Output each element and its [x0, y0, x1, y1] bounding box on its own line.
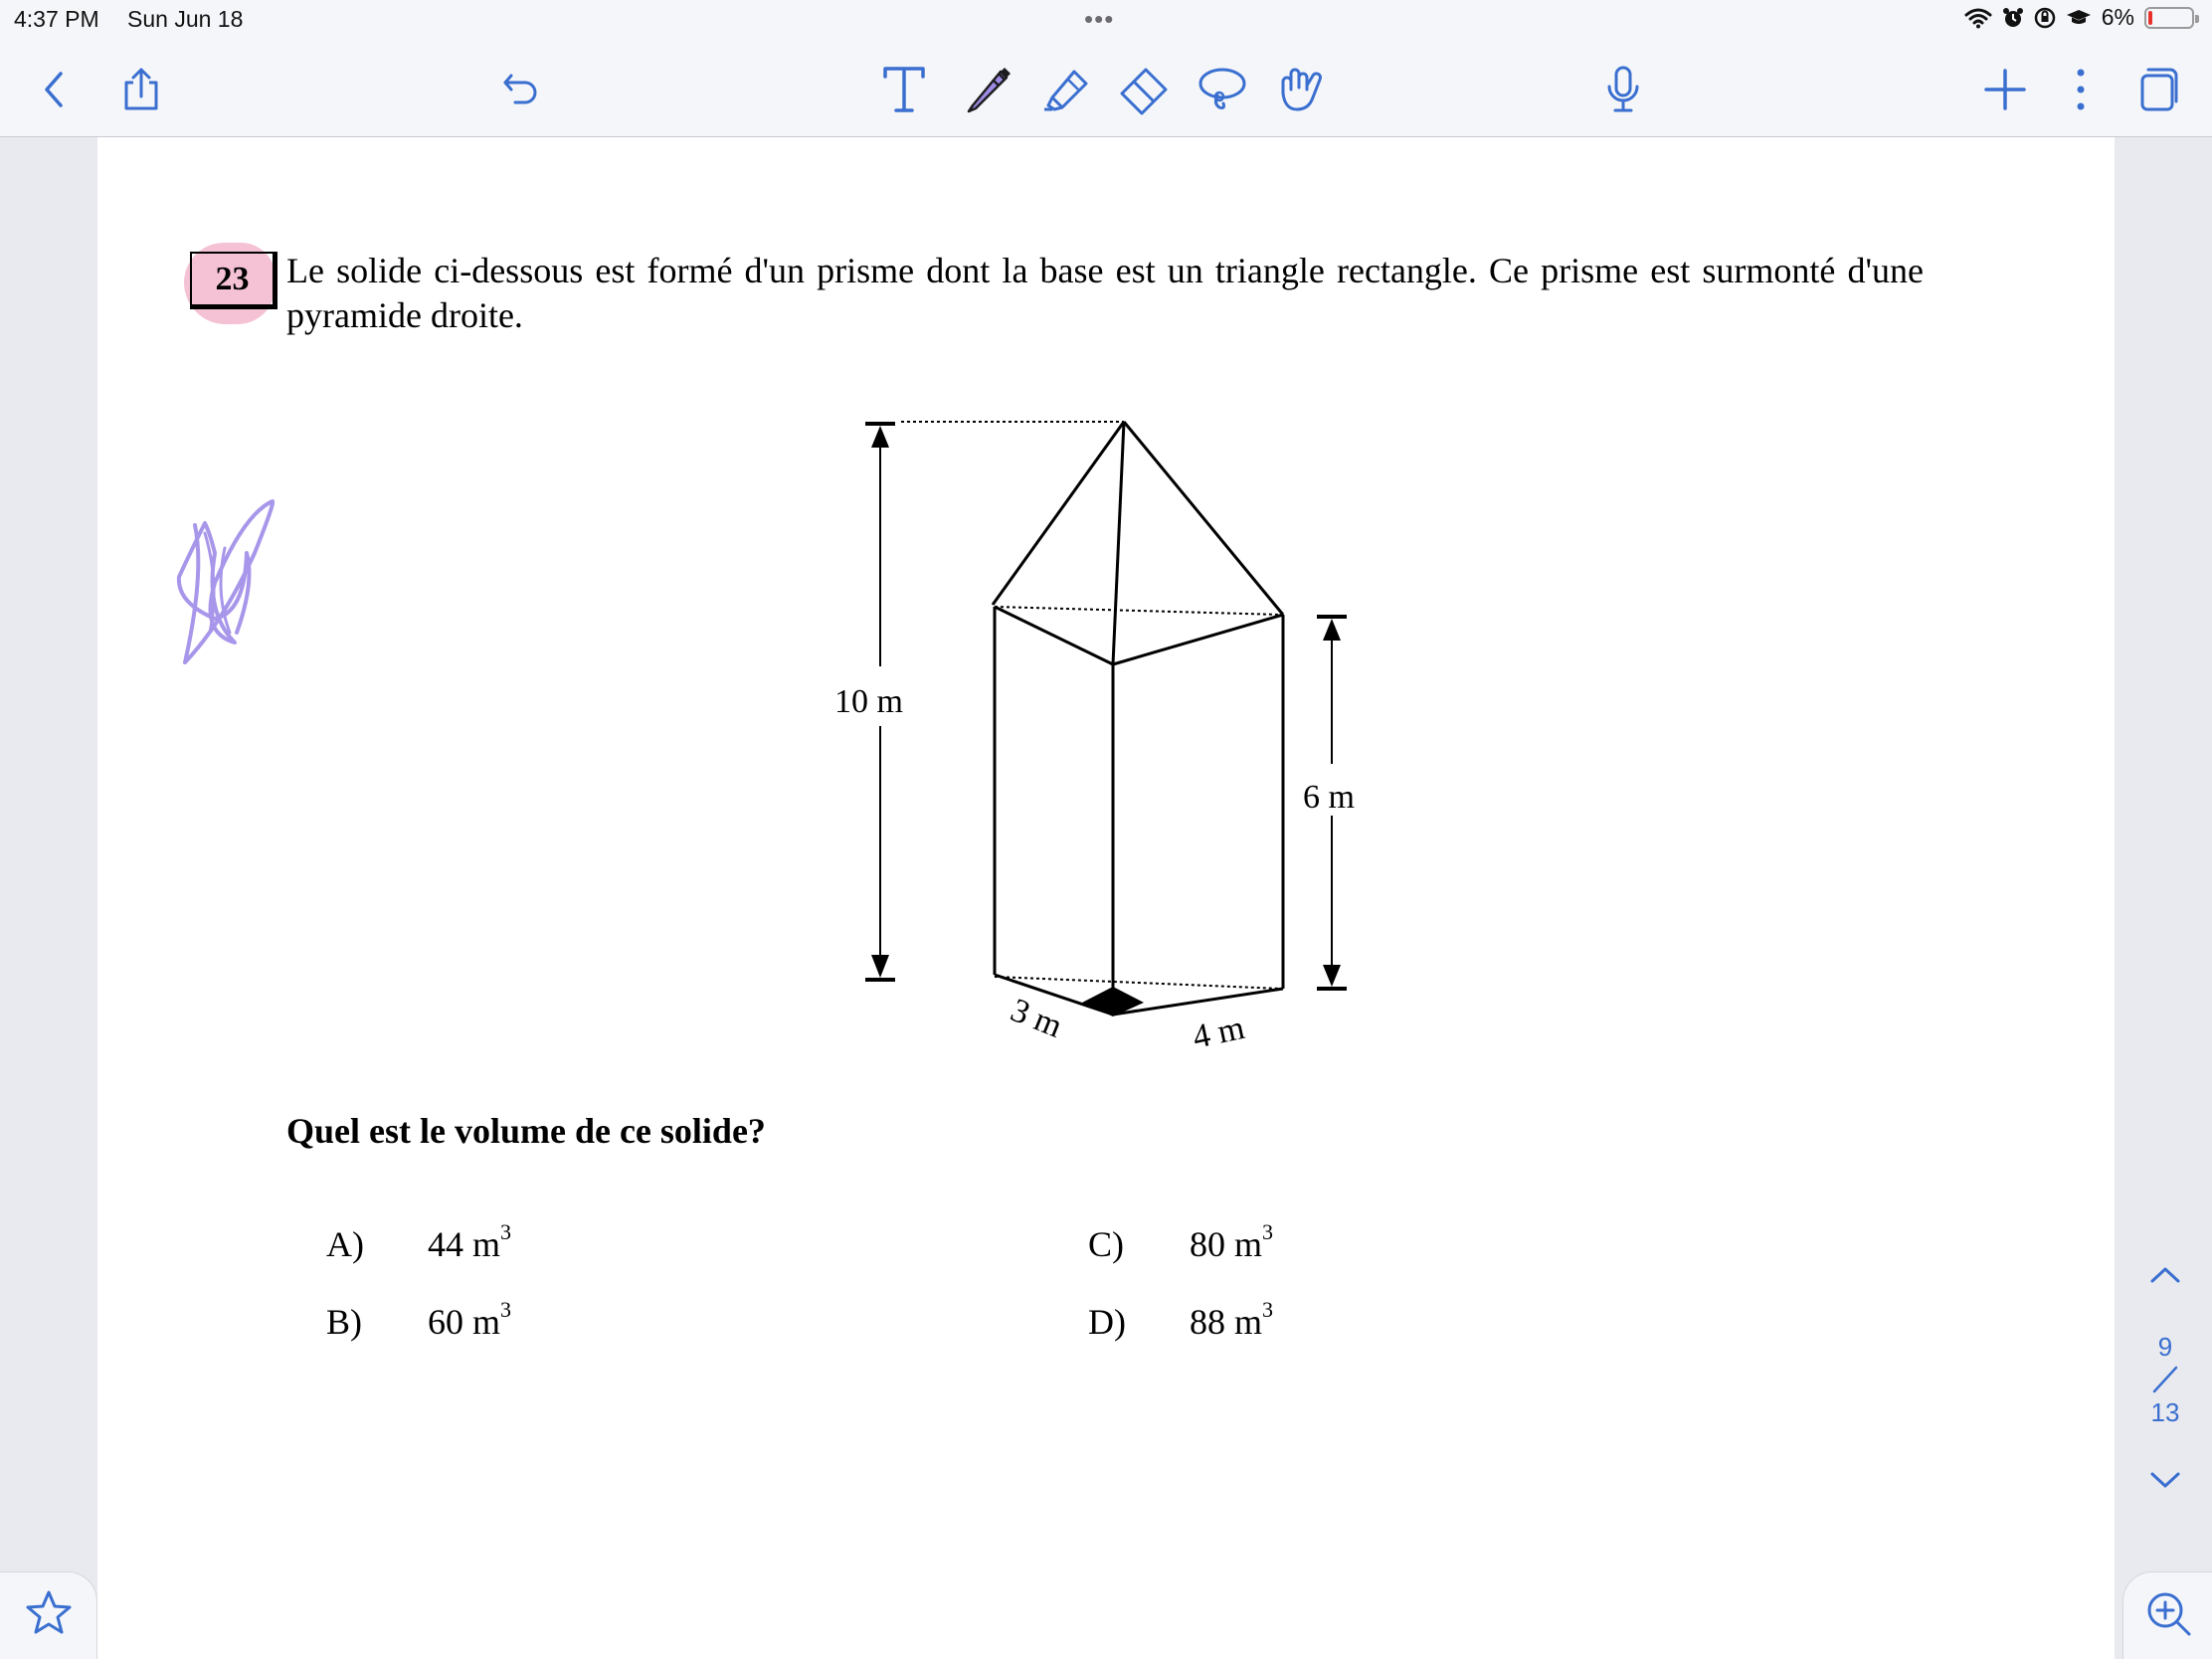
pyramid-edge-front [1113, 422, 1124, 664]
alarm-icon [2002, 7, 2024, 29]
star-icon [24, 1588, 74, 1638]
orientation-lock-icon [2034, 7, 2056, 29]
share-icon [121, 67, 161, 112]
total-pages: 13 [2150, 1397, 2180, 1427]
prism-height-bottom-arrow [1323, 965, 1341, 987]
add-icon [1983, 68, 2027, 111]
undo-icon [499, 70, 543, 109]
share-button[interactable] [109, 58, 173, 121]
text-tool-button[interactable] [872, 58, 936, 121]
lasso-tool-button[interactable] [1191, 58, 1254, 121]
prism-top-edge-left [995, 607, 1113, 664]
microphone-button[interactable] [1591, 58, 1655, 121]
pyramid-base-hidden-edge [995, 607, 1281, 615]
eraser-tool-button[interactable] [1112, 58, 1176, 121]
question-text: Le solide ci-dessous est formé d'un prisme dont la base est un triangle rectangle. Ce prisme est surmonté d'une pyramide droite. [286, 251, 1924, 335]
label-prism-height: 6 m [1303, 779, 1355, 816]
question-number: 23 [190, 252, 277, 309]
pen-tool-icon [963, 64, 1014, 115]
add-button[interactable] [1973, 58, 2037, 121]
solid-figure [816, 398, 1392, 1074]
choice-exponent: 3 [500, 1219, 512, 1244]
choice-letter: B) [326, 1302, 362, 1342]
more-icon [2075, 68, 2087, 111]
hand-tool-icon [1273, 64, 1327, 115]
wifi-icon [1964, 7, 1992, 29]
graduation-cap-icon [2066, 8, 2092, 28]
prism-bottom-hidden-edge [995, 977, 1281, 989]
zoom-in-icon [2143, 1588, 2193, 1638]
battery-percent: 6% [2101, 4, 2134, 30]
choice-letter: A) [326, 1224, 364, 1264]
choice-exponent: 3 [1262, 1297, 1274, 1322]
question-prompt: Quel est le volume de ce solide? [286, 1111, 766, 1151]
eraser-tool-icon [1116, 64, 1172, 115]
pyramid-edge-left [993, 422, 1124, 605]
status-date: Sun Jun 18 [127, 6, 244, 32]
pyramid-edge-right [1124, 422, 1283, 615]
prism-top-edge-right [1113, 615, 1283, 664]
choice-letter: D) [1088, 1302, 1126, 1342]
status-bar [0, 0, 2212, 40]
page-indicator [2138, 1331, 2192, 1428]
choice-a[interactable] [326, 1219, 512, 1265]
lasso-tool-icon [1196, 64, 1249, 115]
choice-d[interactable] [1088, 1297, 1274, 1343]
label-total-height: 10 m [834, 683, 903, 720]
zoom-tab[interactable] [2122, 1571, 2212, 1659]
multitasking-dots-icon[interactable]: ••• [1084, 4, 1115, 34]
favorite-tab[interactable] [0, 1571, 97, 1659]
battery-icon [2144, 7, 2194, 29]
back-chevron-icon [39, 70, 69, 109]
page-separator-icon [2150, 1365, 2180, 1394]
label-base-leg-a: 3 m [1006, 992, 1068, 1045]
choice-exponent: 3 [500, 1297, 512, 1322]
previous-page-chevron-icon[interactable] [2148, 1263, 2182, 1287]
hand-tool-button[interactable] [1268, 58, 1332, 121]
status-time: 4:37 PM [14, 6, 99, 32]
choice-b[interactable] [326, 1297, 512, 1343]
back-button[interactable] [22, 58, 86, 121]
undo-button[interactable] [489, 58, 553, 121]
choice-letter: C) [1088, 1224, 1124, 1264]
pages-button[interactable] [2126, 58, 2190, 121]
pen-tool-button[interactable] [957, 58, 1020, 121]
battery-level [2148, 11, 2152, 25]
highlighter-tool-button[interactable] [1034, 58, 1098, 121]
label-base-leg-b: 4 m [1189, 1009, 1248, 1056]
more-button[interactable] [2049, 58, 2113, 121]
status-indicators [1964, 4, 2194, 31]
choice-value: 80 m [1190, 1224, 1263, 1264]
handwritten-scribble [175, 493, 284, 668]
text-tool-icon [881, 65, 927, 114]
next-page-chevron-icon[interactable] [2148, 1468, 2182, 1492]
pages-icon [2136, 66, 2180, 113]
choice-exponent: 3 [1262, 1219, 1274, 1244]
choice-value: 44 m [428, 1224, 501, 1264]
total-height-bottom-arrow [871, 955, 889, 978]
choice-c[interactable] [1088, 1219, 1274, 1265]
choice-value: 88 m [1190, 1302, 1263, 1342]
toolbar [0, 40, 2212, 137]
highlighter-tool-icon [1038, 64, 1094, 115]
current-page: 9 [2157, 1332, 2173, 1362]
microphone-icon [1603, 65, 1643, 114]
choice-value: 60 m [428, 1302, 501, 1342]
